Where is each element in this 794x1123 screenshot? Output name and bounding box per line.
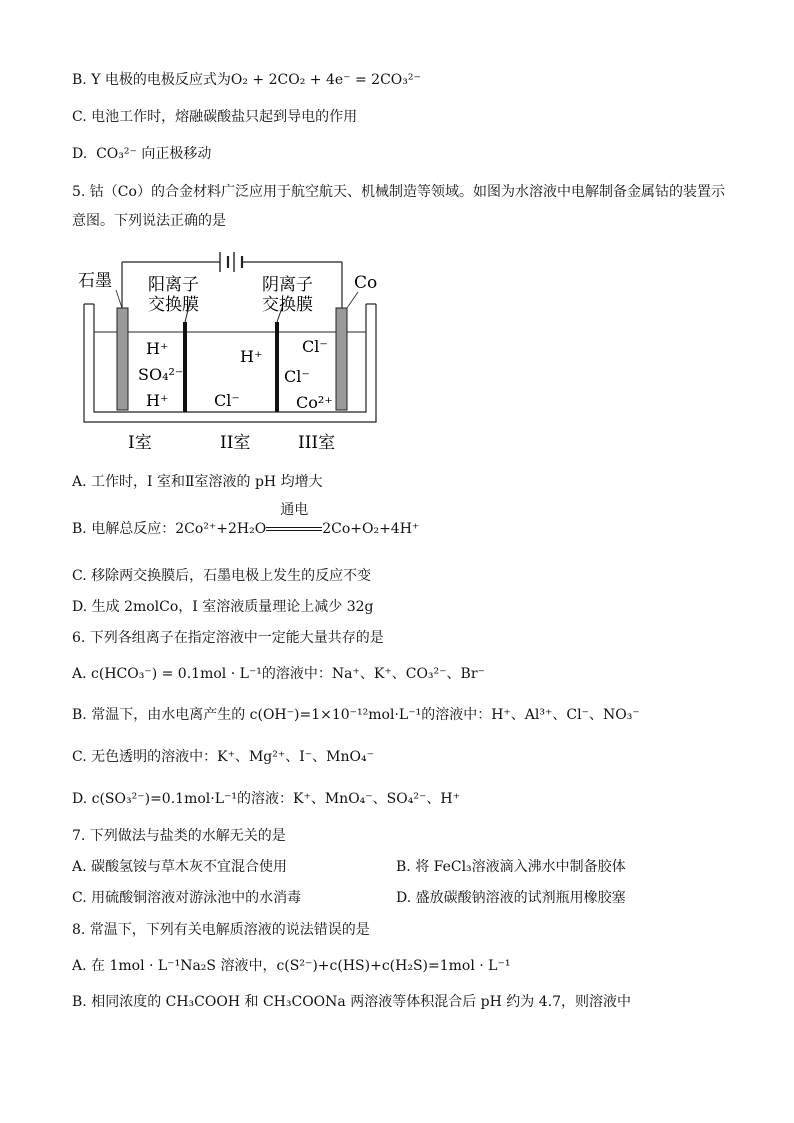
ion-label: Cl⁻ — [302, 337, 328, 356]
room-label: II室 — [220, 433, 251, 453]
q8-option-b: B. 相同浓度的 CH₃COOH 和 CH₃COONa 两溶液等体积混合后 pH 约为 4.7，则溶液中 — [72, 994, 631, 1010]
graphite-electrode — [117, 308, 128, 410]
electrolysis-diagram — [72, 244, 392, 459]
q6-option-c: C. 无色透明的溶液中：K⁺、Mg²⁺、I⁻、MnO₄⁻ — [72, 749, 375, 765]
q7-option-b: B. 将 FeCl₃溶液滴入沸水中制备胶体 — [396, 859, 626, 875]
equation: O₂ + 2CO₂ + 4e⁻ = 2CO₃²⁻ — [230, 72, 421, 88]
q7-stem: 7. 下列做法与盐类的水解无关的是 — [72, 828, 286, 844]
q6-option-d: D. c(SO₃²⁻)=0.1mol·L⁻¹的溶液：K⁺、MnO₄⁻、SO₄²⁻、H⁺ — [72, 791, 460, 807]
graphite-label: 石墨 — [78, 271, 112, 291]
q5-stem-line1: 5. 钴（Co）的合金材料广泛应用于航空航天、机械制造等领域。如图为水溶液中电解制备金属钴的装置示 — [72, 184, 725, 200]
q6-stem: 6. 下列各组离子在指定溶液中一定能大量共存的是 — [72, 630, 384, 646]
q7-option-d: D. 盛放碳酸钠溶液的试剂瓶用橡胶塞 — [396, 890, 626, 906]
ion-label: Cl⁻ — [214, 391, 240, 410]
option-d-prev: D. CO₃²⁻ 向正极移动 — [72, 146, 212, 162]
ion-label: H⁺ — [146, 339, 169, 358]
co-label: Co — [354, 273, 378, 293]
q6-option-b: B. 常温下，由水电离产生的 c(OH⁻)=1×10⁻¹²mol·L⁻¹的溶液中：H⁺、Al³⁺、Cl⁻、NO₃⁻ — [72, 707, 640, 723]
room-label: I室 — [128, 433, 152, 453]
q8-option-a: A. 在 1mol · L⁻¹Na₂S 溶液中，c(S²⁻)+c(HS)+c(H₂S)=1mol · L⁻¹ — [72, 958, 511, 974]
q7-option-c: C. 用硫酸铜溶液对游泳池中的水消毒 — [72, 890, 302, 906]
q5-option-b: B. 电解总反应：2Co²⁺+2H₂O 通电 2Co+O₂+4H⁺ — [72, 502, 420, 537]
ion-label: H⁺ — [146, 391, 169, 410]
q5-option-d: D. 生成 2molCo，I 室溶液质量理论上减少 32g — [72, 599, 374, 615]
membrane2-label-line1: 阴离子 — [262, 275, 313, 295]
ion-label: SO₄²⁻ — [138, 365, 184, 384]
option-b-prev: B. Y 电极的电极反应式为O₂ + 2CO₂ + 4e⁻ = 2CO₃²⁻ — [72, 72, 421, 88]
ion-label: H⁺ — [240, 347, 263, 366]
ion-label: Cl⁻ — [284, 367, 310, 386]
q8-stem: 8. 常温下，下列有关电解质溶液的说法错误的是 — [72, 922, 370, 938]
membrane1-label-line2: 交换膜 — [148, 295, 199, 315]
membrane1-label-line1: 阳离子 — [148, 275, 199, 295]
membrane2-label-line2: 交换膜 — [262, 295, 313, 315]
ion-label: Co²⁺ — [296, 393, 333, 412]
q6-option-a: A. c(HCO₃⁻) = 0.1mol · L⁻¹的溶液中：Na⁺、K⁺、CO₃²⁻、Br⁻ — [72, 666, 485, 682]
q5-option-a: A. 工作时，I 室和Ⅱ室溶液的 pH 均增大 — [72, 474, 323, 490]
room-label: III室 — [298, 433, 336, 453]
q5-option-c: C. 移除两交换膜后，石墨电极上发生的反应不变 — [72, 568, 372, 584]
q7-option-a: A. 碳酸氢铵与草木灰不宜混合使用 — [72, 859, 288, 875]
cobalt-electrode — [336, 308, 347, 410]
q5-stem-line2: 意图。下列说法正确的是 — [72, 213, 226, 229]
option-c-prev: C. 电池工作时，熔融碳酸盐只起到导电的作用 — [72, 109, 358, 125]
reaction-arrow: 通电 — [266, 519, 322, 539]
